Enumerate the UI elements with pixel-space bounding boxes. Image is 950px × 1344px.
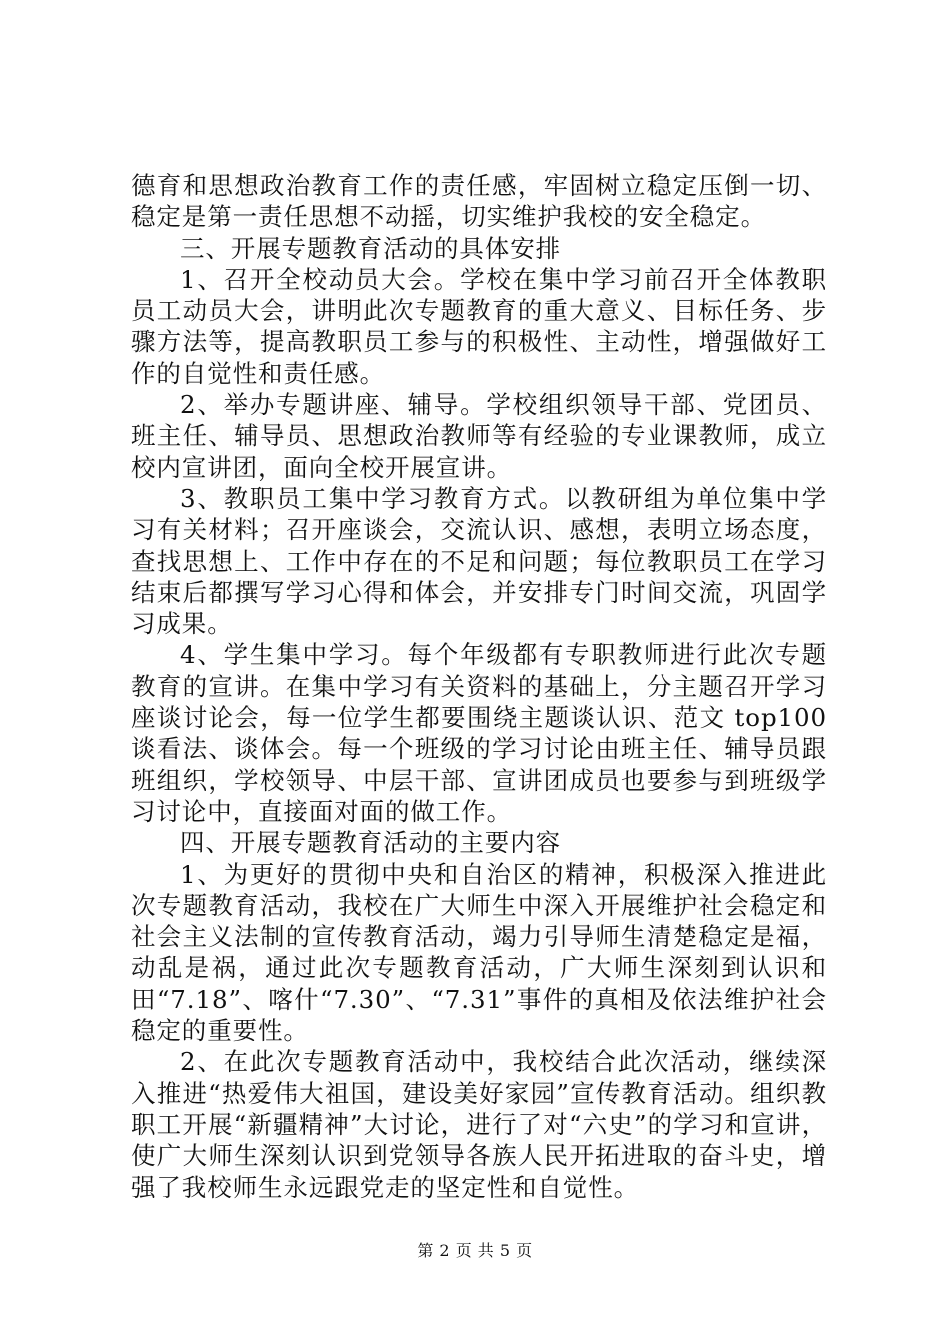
paragraph-continuation: 德育和思想政治教育工作的责任感，牢固树立稳定压倒一切、稳定是第一责任思想不动摇，切实维护我校的安全稳定。 bbox=[131, 171, 827, 232]
section-heading-arrangements: 三、开展专题教育活动的具体安排 bbox=[180, 233, 561, 263]
paragraph-lectures: 2、举办专题讲座、辅导。学校组织领导干部、党团员、班主任、辅导员、思想政治教师等有经验的专业课教师，成立校内宣讲团，面向全校开展宣讲。 bbox=[131, 390, 827, 482]
paragraph-mobilization-meeting: 1、召开全校动员大会。学校在集中学习前召开全体教职员工动员大会，讲明此次专题教育的重大意义、目标任务、步骤方法等，提高教职员工参与的积极性、主动性，增强做好工作的自觉性和责任感。 bbox=[131, 264, 827, 388]
page-number-footer: 第 2 页 共 5 页 bbox=[417, 1241, 533, 1260]
document-body bbox=[131, 170, 827, 1203]
paragraph-stability-education: 1、为更好的贯彻中央和自治区的精神，积极深入推进此次专题教育活动，我校在广大师生中深入开展维护社会稳定和社会主义法制的宣传教育活动，竭力引导师生清楚稳定是福，动乱是祸，通过此次专题教育活动，广大师生深刻到认识和田“7.18”、喀什“7.30”、“7.31”事件的真相及依法维护社会稳定的重要性。 bbox=[131, 859, 827, 1046]
paragraph-homeland-campaign: 2、在此次专题教育活动中，我校结合此次活动，继续深入推进“热爱伟大祖国，建设美好家园”宣传教育活动。组织教职工开展“新疆精神”大讨论，进行了对“六史”的学习和宣讲，使广大师生深刻认识到党领导各族人民开拓进取的奋斗史，增强了我校师生永远跟党走的坚定性和自觉性。 bbox=[131, 1047, 827, 1202]
paragraph-staff-study: 3、教职员工集中学习教育方式。以教研组为单位集中学习有关材料；召开座谈会，交流认识、感想，表明立场态度，查找思想上、工作中存在的不足和问题；每位教职员工在学习结束后都撰写学习心得和体会，并安排专门时间交流，巩固学习成果。 bbox=[131, 483, 827, 639]
section-heading-main-content: 四、开展专题教育活动的主要内容 bbox=[180, 828, 561, 858]
paragraph-student-study: 4、学生集中学习。每个年级都有专职教师进行此次专题教育的宣讲。在集中学习有关资料的基础上，分主题召开学习座谈讨论会，每一位学生都要围绕主题谈认识、范文 top100 谈看法、谈体会。每一个班级的学习讨论由班主任、辅导员跟班组织，学校领导、中层干部、宣讲团成员也要参与到班级学习讨论中，直接面对面的做工作。 bbox=[131, 640, 827, 826]
